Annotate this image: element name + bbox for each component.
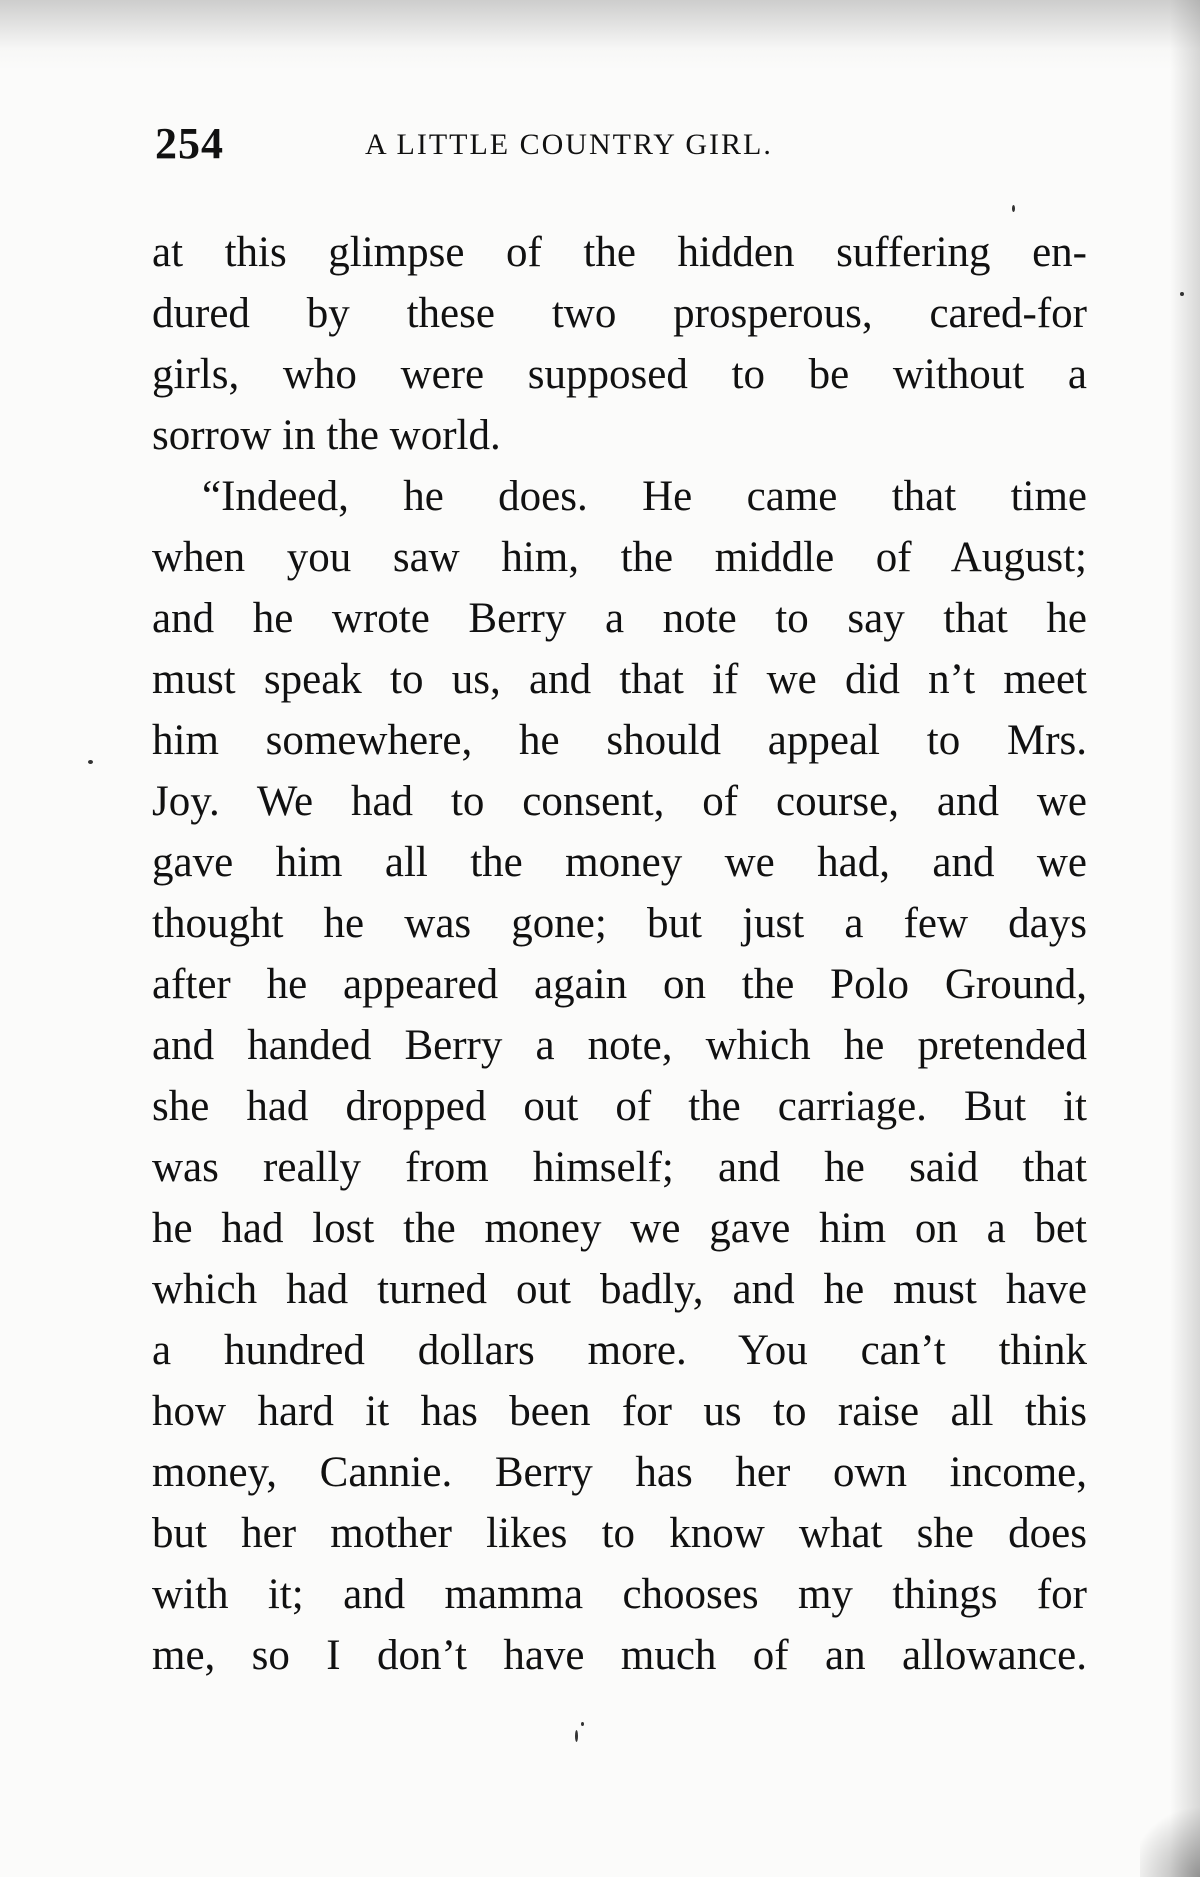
text-line: when you saw him, the middle of August; <box>152 534 1087 581</box>
page-header <box>155 118 1095 178</box>
ink-speck <box>88 760 93 764</box>
text-line: she had dropped out of the carriage. But it <box>152 1083 1087 1130</box>
text-line: dured by these two prosperous, cared-for <box>152 290 1087 337</box>
scan-noise-top <box>0 0 1200 70</box>
text-line: must speak to us, and that if we did n’t meet <box>152 656 1087 703</box>
text-line: with it; and mamma chooses my things for <box>152 1571 1087 1618</box>
scan-noise-right <box>1170 0 1200 1877</box>
text-line: thought he was gone; but just a few days <box>152 900 1087 947</box>
ink-speck <box>575 1730 578 1742</box>
text-line: a hundred dollars more. You can’t think <box>152 1327 1087 1374</box>
text-line: sorrow in the world. <box>152 412 501 459</box>
text-line: Joy. We had to consent, of course, and we <box>152 778 1087 825</box>
ink-speck <box>1180 292 1184 296</box>
text-line: he had lost the money we gave him on a bet <box>152 1205 1087 1252</box>
running-title: A LITTLE COUNTRY GIRL. <box>365 128 773 161</box>
text-line: was really from himself; and he said that <box>152 1144 1087 1191</box>
page-number: 254 <box>155 119 224 168</box>
scan-noise-corner <box>1140 1797 1200 1877</box>
page-body <box>152 222 1087 1686</box>
text-line: and he wrote Berry a note to say that he <box>152 595 1087 642</box>
text-line: but her mother likes to know what she does <box>152 1510 1087 1557</box>
text-line: after he appeared again on the Polo Ground, <box>152 961 1087 1008</box>
text-line: at this glimpse of the hidden suffering en- <box>152 229 1087 276</box>
text-line: which had turned out badly, and he must have <box>152 1266 1087 1313</box>
text-line: gave him all the money we had, and we <box>152 839 1087 886</box>
text-line: and handed Berry a note, which he pretended <box>152 1022 1087 1069</box>
text-line: girls, who were supposed to be without a <box>152 351 1087 398</box>
text-line: “Indeed, he does. He came that time <box>202 473 1087 520</box>
ink-speck <box>1012 205 1015 212</box>
text-line: him somewhere, he should appeal to Mrs. <box>152 717 1087 764</box>
ink-speck <box>581 1722 584 1726</box>
text-line: me, so I don’t have much of an allowance. <box>152 1632 1087 1679</box>
text-line: money, Cannie. Berry has her own income, <box>152 1449 1087 1496</box>
text-line: how hard it has been for us to raise all this <box>152 1388 1087 1435</box>
